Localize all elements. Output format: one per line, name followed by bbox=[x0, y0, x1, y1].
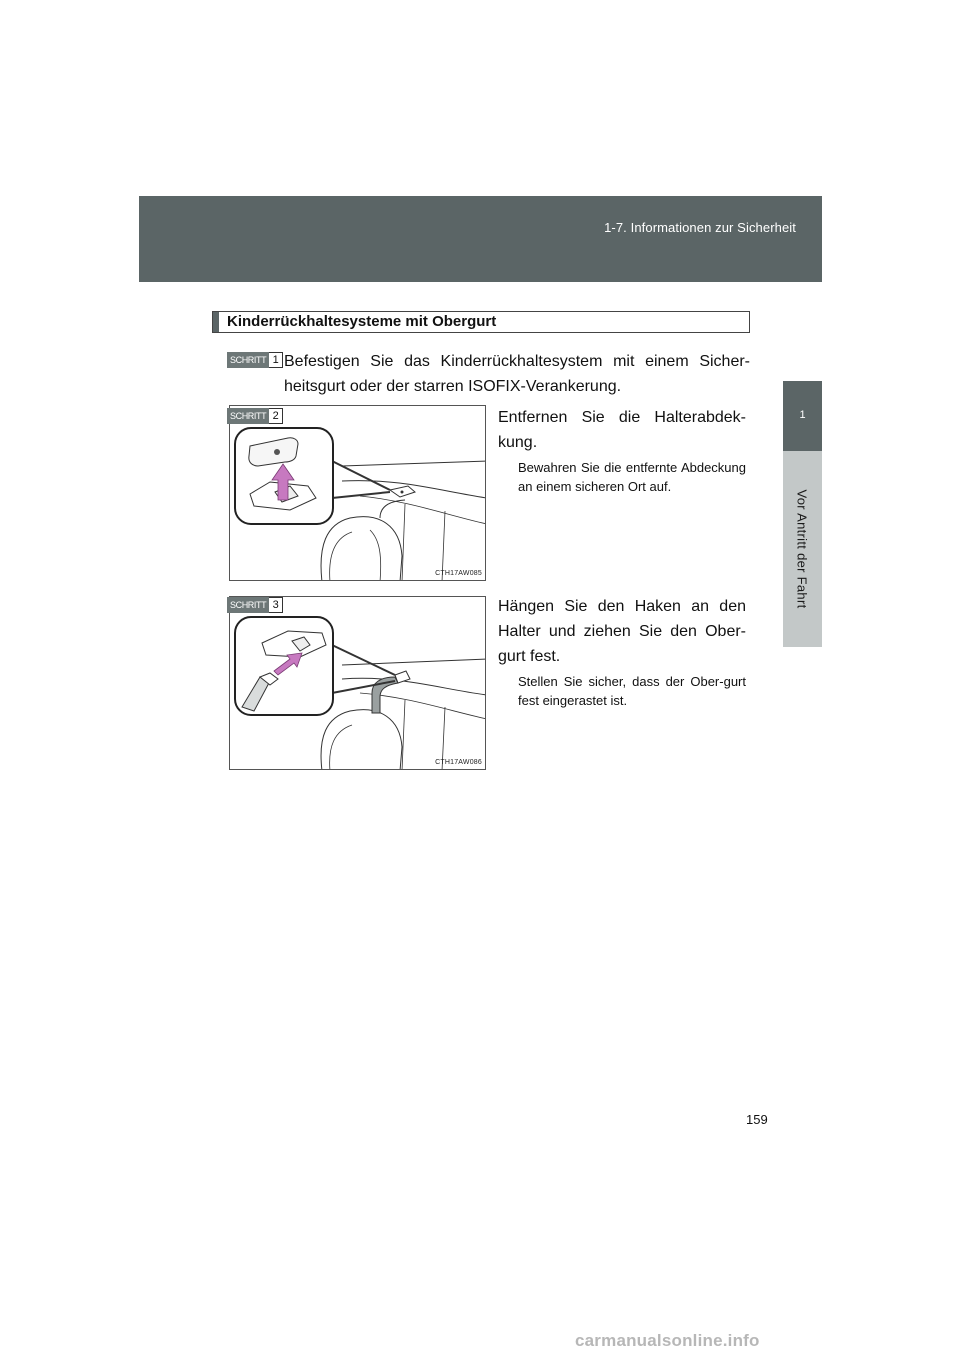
figure-code: CTH17AW086 bbox=[435, 759, 482, 766]
step-3-badge bbox=[227, 597, 283, 613]
section-header bbox=[212, 311, 750, 333]
step-2-drawing bbox=[230, 406, 486, 581]
header-band bbox=[139, 196, 822, 282]
step-1-text bbox=[284, 349, 750, 399]
step-1-badge bbox=[227, 352, 283, 368]
chapter-title-tab bbox=[783, 451, 822, 647]
section-header-accent bbox=[213, 312, 219, 332]
step-2-badge bbox=[227, 408, 283, 424]
step-1-line-2: heitsgurt oder der starren ISOFIX-Verankerung. bbox=[284, 378, 622, 395]
step-1-line-1: Befestigen Sie das Kinderrückhaltesystem mit einem Sicher- bbox=[284, 353, 750, 370]
page-number: 159 bbox=[746, 1112, 768, 1127]
step-badge-number: 3 bbox=[269, 597, 283, 613]
step-badge-label: SCHRITT bbox=[227, 597, 269, 613]
step-badge-number: 1 bbox=[269, 352, 283, 368]
step-3-drawing bbox=[230, 597, 486, 770]
step-3-note: Stellen Sie sicher, dass der Ober-gurt fest eingerastet ist. bbox=[518, 674, 746, 708]
step-2-note: Bewahren Sie die entfernte Abdeckung an einem sicheren Ort auf. bbox=[518, 460, 746, 494]
header-section-title: 1-7. Informationen zur Sicherheit bbox=[604, 220, 796, 235]
step-2-illustration bbox=[229, 405, 486, 581]
step-badge-label: SCHRITT bbox=[227, 408, 269, 424]
step-2-text: Entfernen Sie die Halterabdek-kung. bbox=[498, 409, 746, 451]
step-badge-label: SCHRITT bbox=[227, 352, 269, 368]
figure-code: CTH17AW085 bbox=[435, 570, 482, 577]
step-3-illustration bbox=[229, 596, 486, 770]
watermark: carmanualsonline.info bbox=[575, 1331, 760, 1350]
step-3-text: Hängen Sie den Haken an den Halter und ziehen Sie den Ober-gurt fest. bbox=[498, 598, 746, 665]
chapter-title: Vor Antritt der Fahrt bbox=[794, 489, 810, 609]
step-badge-number: 2 bbox=[269, 408, 283, 424]
chapter-tab[interactable] bbox=[783, 381, 822, 451]
section-title: Kinderrückhaltesysteme mit Obergurt bbox=[227, 313, 497, 330]
chapter-number: 1 bbox=[799, 409, 806, 421]
